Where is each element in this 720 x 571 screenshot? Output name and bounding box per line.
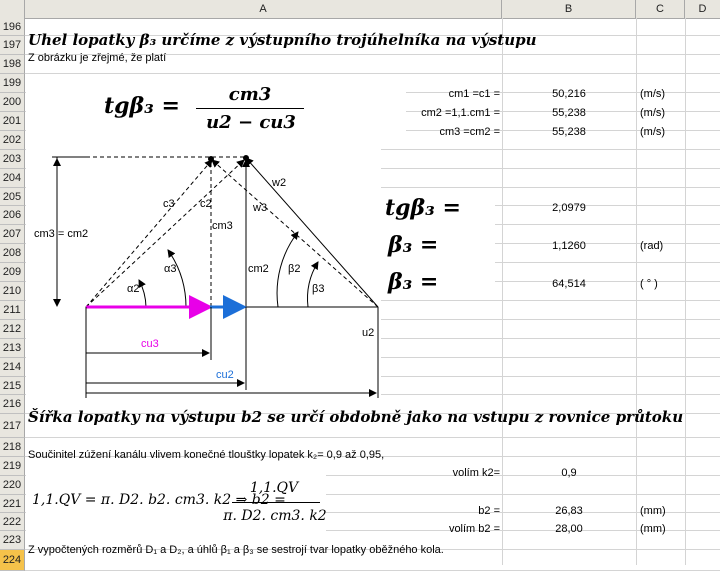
label-volim-b2: volím b2 = — [448, 523, 500, 535]
row-header-213[interactable]: 213 — [0, 339, 25, 358]
value-k2[interactable]: 0,9 — [561, 467, 577, 479]
row-header-199[interactable]: 199 — [0, 74, 25, 93]
label-beta2: β2 — [288, 263, 301, 275]
row-header-217[interactable]: 217 — [0, 414, 25, 438]
formula-denominator: u2 − cu3 — [206, 112, 296, 133]
row-header-216[interactable]: 216 — [0, 395, 25, 414]
label-cm3: cm3 =cm2 = — [439, 126, 500, 138]
row-header-210[interactable]: 210 — [0, 282, 25, 301]
formula-flow-numerator: 1,1.QV — [249, 480, 299, 496]
label-alpha3: α3 — [164, 263, 177, 275]
row-header-209[interactable]: 209 — [0, 263, 25, 282]
w3-vector — [212, 160, 378, 307]
label-beta3: β3 — [312, 283, 325, 295]
label-w3: w3 — [253, 202, 268, 214]
label-c2: c2 — [200, 198, 212, 210]
value-beta3-rad[interactable]: 1,1260 — [552, 240, 586, 252]
c3-vector — [86, 160, 212, 307]
row-header-206[interactable]: 206 — [0, 206, 25, 225]
row-header-218[interactable]: 218 — [0, 438, 25, 457]
formula-beta3-rad: β₃ = — [388, 232, 439, 258]
unit-rad: (rad) — [640, 240, 664, 252]
value-b2[interactable]: 26,83 — [555, 505, 583, 517]
row-header-197[interactable]: 197 — [0, 36, 25, 55]
unit-ms-3: (m/s) — [640, 126, 666, 138]
value-tg-beta3[interactable]: 2,0979 — [552, 202, 586, 214]
unit-mm-2: (mm) — [640, 523, 666, 535]
label-cm3: cm3 — [212, 220, 233, 232]
heading-blade-angle: Uhel lopatky β₃ určíme z výstupního trojúhelníka na výstupu — [28, 31, 537, 49]
formula-beta3-deg: β₃ = — [388, 269, 439, 295]
row-header-200[interactable]: 200 — [0, 93, 25, 112]
row-header-223[interactable]: 223 — [0, 531, 25, 550]
label-cm2: cm2 — [248, 263, 269, 275]
row-header-207[interactable]: 207 — [0, 225, 25, 244]
label-w2: w2 — [272, 177, 287, 189]
value-volim-b2[interactable]: 28,00 — [555, 523, 583, 535]
row-header-202[interactable]: 202 — [0, 131, 25, 150]
label-cm3-eq-cm2: cm3 = cm2 — [34, 228, 89, 240]
heading-blade-width: Šířka lopatky na výstupu b2 se určí obdobně jako na vstupu z rovnice průtoku — [28, 408, 684, 426]
text-row-219: Součinitel zúžení kanálu vlivem konečné tlouštky lopatek k₂= 0,9 až 0,95, — [28, 449, 385, 461]
label-u2: u2 — [362, 327, 375, 339]
column-header-a[interactable]: A — [25, 0, 502, 18]
alpha3-arc — [168, 250, 186, 307]
value-cm3[interactable]: 55,238 — [552, 126, 586, 138]
row-header-221[interactable]: 221 — [0, 495, 25, 513]
row-header-212[interactable]: 212 — [0, 320, 25, 339]
row-header-208[interactable]: 208 — [0, 244, 25, 263]
column-header-b[interactable]: B — [502, 0, 636, 18]
formula-numerator: cm3 — [228, 84, 272, 105]
label-cm1: cm1 =c1 = — [448, 88, 500, 100]
row-header-204[interactable]: 204 — [0, 169, 25, 188]
column-header-c[interactable]: C — [636, 0, 685, 18]
formula-tg-beta3: tgβ₃ = — [385, 195, 461, 221]
row-header-220[interactable]: 220 — [0, 476, 25, 495]
row-header-196[interactable]: 196 — [0, 18, 25, 36]
row-header-214[interactable]: 214 — [0, 358, 25, 377]
value-beta3-deg[interactable]: 64,514 — [552, 278, 586, 290]
label-cm2: cm2 =1,1.cm1 = — [421, 107, 500, 119]
label-cu2: cu2 — [216, 369, 234, 381]
row-header-201[interactable]: 201 — [0, 112, 25, 131]
label-volim-k2: volím k2= — [452, 467, 500, 479]
label-b2: b2 = — [478, 505, 500, 517]
formula-flow-denominator: π. D2. cm3. k2 — [223, 508, 327, 524]
row-header-198[interactable]: 198 — [0, 55, 25, 74]
unit-deg: ( ° ) — [640, 278, 658, 290]
row-header-203[interactable]: 203 — [0, 150, 25, 169]
text-row-198: Z obrázku je zřejmé, že platí — [28, 52, 167, 64]
row-header-224[interactable]: 224 — [0, 550, 25, 571]
formula-tg-beta3-lhs: tgβ₃ = — [104, 93, 180, 119]
column-header-d[interactable]: D — [698, 3, 707, 15]
unit-ms-2: (m/s) — [640, 107, 666, 119]
row-header-219[interactable]: 219 — [0, 457, 25, 476]
c2-vector — [86, 160, 244, 307]
row-header-222[interactable]: 222 — [0, 513, 25, 531]
unit-ms-1: (m/s) — [640, 88, 666, 100]
value-cm1[interactable]: 50,216 — [552, 88, 586, 100]
row-header-205[interactable]: 205 — [0, 188, 25, 206]
value-cm2[interactable]: 55,238 — [552, 107, 586, 119]
row-header-215[interactable]: 215 — [0, 377, 25, 395]
row-header-211[interactable]: 211 — [0, 301, 25, 320]
text-row-224: Z vypočtených rozměrů D₁ a D₂, a úhlů β₁ a β₃ se sestrojí tvar lopatky oběžného kola. — [28, 544, 444, 556]
label-c3: c3 — [163, 198, 175, 210]
label-alpha2: α2 — [127, 283, 140, 295]
formula-flow-rate: 1,1.QV = π. D2. b2. cm3. k2 ⇒ b2 = — [32, 492, 286, 508]
alpha2-arc — [139, 280, 146, 307]
unit-mm-1: (mm) — [640, 505, 666, 517]
label-cu3: cu3 — [141, 338, 159, 350]
